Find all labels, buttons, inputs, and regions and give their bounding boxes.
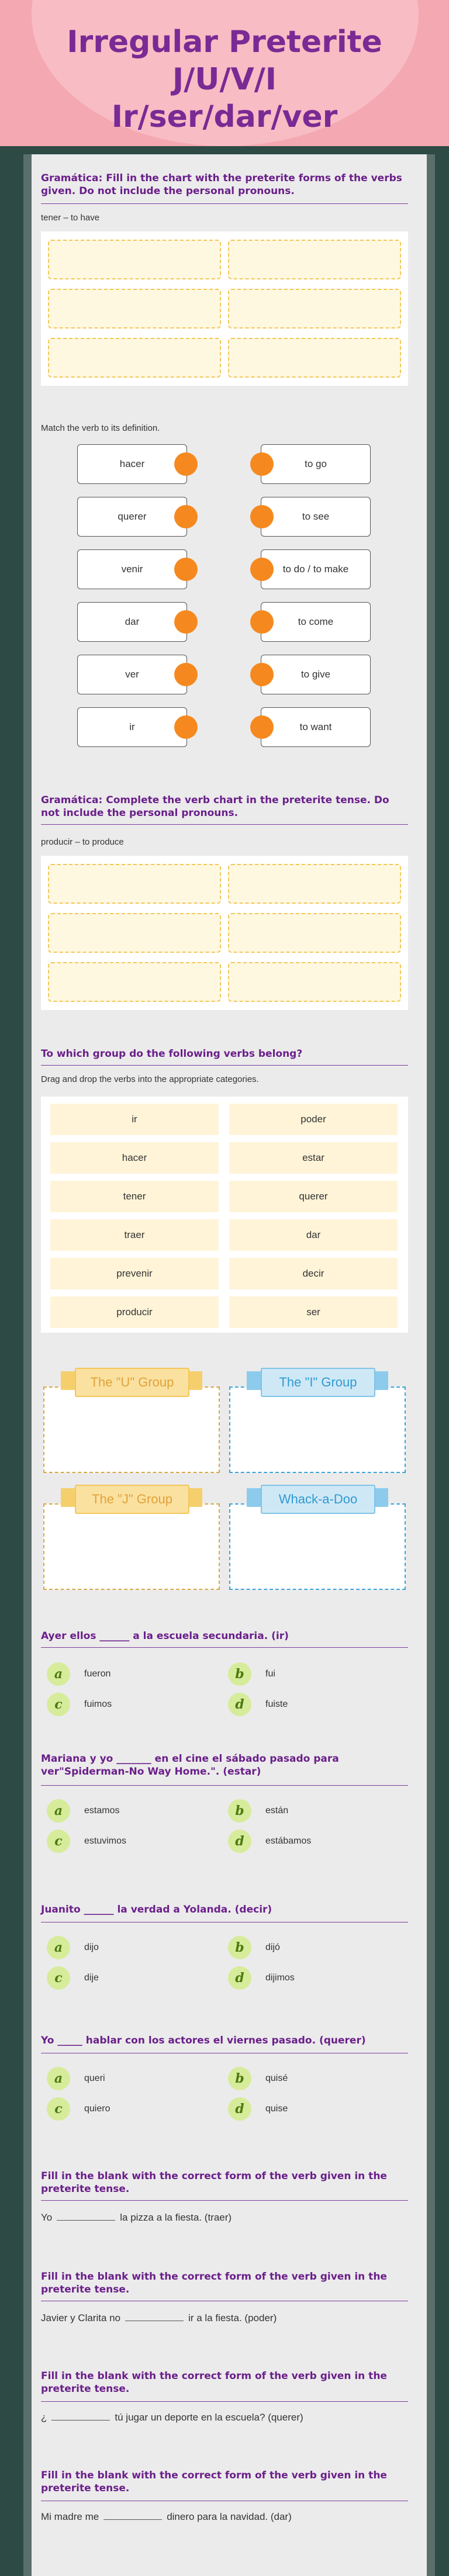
match-right-connector[interactable] xyxy=(250,452,274,476)
option-letter-b: b xyxy=(228,1799,251,1823)
q3-cell-yo[interactable] xyxy=(48,864,221,904)
verb-chip[interactable]: ser xyxy=(229,1296,398,1328)
verb-chip[interactable]: poder xyxy=(229,1104,398,1135)
option-letter-d: d xyxy=(228,1966,251,1990)
match-right-connector[interactable] xyxy=(250,663,274,686)
match-right-do-make[interactable]: to do / to make xyxy=(261,549,371,589)
verb-chip[interactable]: decir xyxy=(229,1258,398,1289)
mc3-divider xyxy=(41,1922,408,1923)
match-right-connector[interactable] xyxy=(250,715,274,739)
verb-chip[interactable]: prevenir xyxy=(50,1258,219,1289)
option-letter-a: a xyxy=(47,1662,70,1686)
q1-cell-vosotros[interactable] xyxy=(228,289,401,329)
mc2-divider xyxy=(41,1785,408,1786)
option-text: fui xyxy=(265,1669,275,1679)
mc4-option-a[interactable] xyxy=(47,2067,105,2090)
option-text: quise xyxy=(265,2104,288,2114)
option-letter-c: c xyxy=(47,1830,70,1853)
mc3-option-d[interactable] xyxy=(228,1966,295,1990)
option-text: quiero xyxy=(84,2104,110,2114)
mc1-option-c[interactable] xyxy=(47,1693,112,1716)
q3-cell-ellos[interactable] xyxy=(228,962,401,1002)
verb-bank xyxy=(41,1097,408,1333)
match-left-hacer[interactable]: hacer xyxy=(77,444,187,484)
q3-title: Gramática: Complete the verb chart in the preterite tense. Do not include the personal pronouns. xyxy=(41,794,389,819)
q1-cell-el[interactable] xyxy=(48,338,221,378)
option-letter-a: a xyxy=(47,1799,70,1823)
drop-zone-i[interactable] xyxy=(229,1386,406,1473)
title-line-1: Irregular Preterite xyxy=(67,25,382,60)
group-label-whack: Whack-a-Doo xyxy=(261,1485,375,1514)
verb-chip[interactable]: estar xyxy=(229,1142,398,1174)
fill-before: Javier y Clarita no xyxy=(41,2312,121,2323)
verb-chip[interactable]: tener xyxy=(50,1181,219,1212)
drop-zone-j[interactable] xyxy=(43,1503,220,1590)
option-letter-c: c xyxy=(47,1966,70,1990)
option-letter-b: b xyxy=(228,2067,251,2090)
mc3-option-a[interactable] xyxy=(47,1936,99,1959)
q1-cell-nosotros[interactable] xyxy=(228,240,401,279)
mc2-question: Mariana y yo _______ en el cine el sábado pasado para ver"Spiderman-No Way Home.". (estar) xyxy=(41,1753,339,1778)
option-letter-d: d xyxy=(228,1830,251,1853)
frame-right xyxy=(427,154,435,2576)
match-left-connector[interactable] xyxy=(174,558,198,581)
fill4-blank[interactable] xyxy=(103,2512,162,2520)
match-left-connector[interactable] xyxy=(174,663,198,686)
q3-chart xyxy=(41,856,408,1010)
fill-after: dinero para la navidad. (dar) xyxy=(167,2511,292,2522)
match-right-come[interactable]: to come xyxy=(261,602,371,642)
fill1-blank[interactable] xyxy=(57,2212,115,2221)
option-letter-a: a xyxy=(47,1936,70,1959)
drop-zone-u[interactable] xyxy=(43,1386,220,1473)
verb-chip[interactable]: traer xyxy=(50,1219,219,1251)
mc2-option-a[interactable] xyxy=(47,1799,119,1823)
match-right-give[interactable]: to give xyxy=(261,655,371,694)
fill4-title: Fill in the blank with the correct form of the verb given in the preterite tense. xyxy=(41,2470,387,2494)
verb-chip[interactable]: dar xyxy=(229,1219,398,1251)
match-left-connector[interactable] xyxy=(174,452,198,476)
mc4-option-d[interactable] xyxy=(228,2097,288,2121)
q4-title: To which group do the following verbs belong? xyxy=(41,1048,303,1060)
mc2-option-d[interactable] xyxy=(228,1830,311,1853)
option-text: quisé xyxy=(265,2073,288,2083)
option-text: queri xyxy=(84,2073,105,2083)
match-left-ir[interactable]: ir xyxy=(77,707,187,747)
fill2-blank[interactable] xyxy=(125,2313,184,2321)
q1-divider xyxy=(41,203,408,204)
fill2-title: Fill in the blank with the correct form of the verb given in the preterite tense. xyxy=(41,2271,387,2295)
mc1-option-b[interactable] xyxy=(228,1662,275,1686)
q1-cell-ellos[interactable] xyxy=(228,338,401,378)
q4-instruction: Drag and drop the verbs into the appropriate categories. xyxy=(41,1074,259,1084)
fill3-title: Fill in the blank with the correct form of the verb given in the preterite tense. xyxy=(41,2370,387,2395)
q1-cell-yo[interactable] xyxy=(48,240,221,279)
option-text: fueron xyxy=(84,1669,111,1679)
q1-cell-tu[interactable] xyxy=(48,289,221,329)
group-label-j: The "J" Group xyxy=(75,1485,189,1514)
mc4-option-b[interactable] xyxy=(228,2067,288,2090)
match-left-connector[interactable] xyxy=(174,610,198,634)
match-left-connector[interactable] xyxy=(174,505,198,528)
mc1-option-a[interactable] xyxy=(47,1662,110,1686)
match-right-want[interactable]: to want xyxy=(261,707,371,747)
match-right-connector[interactable] xyxy=(250,558,274,581)
mc3-option-b[interactable] xyxy=(228,1936,280,1959)
match-left-querer[interactable]: querer xyxy=(77,497,187,537)
fill-before: Mi madre me xyxy=(41,2511,99,2522)
option-letter-c: c xyxy=(47,1693,70,1716)
q3-cell-el[interactable] xyxy=(48,962,221,1002)
fill4-sentence xyxy=(41,2511,292,2523)
option-letter-b: b xyxy=(228,1662,251,1686)
match-right-connector[interactable] xyxy=(250,610,274,634)
mc2-option-b[interactable] xyxy=(228,1799,288,1823)
fill-after: ir a la fiesta. (poder) xyxy=(188,2312,277,2323)
option-text: están xyxy=(265,1806,289,1816)
mc4-option-c[interactable] xyxy=(47,2097,110,2121)
q3-cell-tu[interactable] xyxy=(48,913,221,953)
match-right-connector[interactable] xyxy=(250,505,274,528)
group-label-u: The "U" Group xyxy=(75,1368,189,1397)
fill3-blank[interactable] xyxy=(51,2412,110,2421)
q1-chart xyxy=(41,231,408,386)
mc4-question: Yo _____ hablar con los actores el viernes pasado. (querer) xyxy=(41,2035,366,2046)
option-text: estuvimos xyxy=(84,1836,127,1846)
title-line-3: Ir/ser/dar/ver xyxy=(111,99,338,134)
verb-chip[interactable]: ir xyxy=(50,1104,219,1135)
match-left-venir[interactable]: venir xyxy=(77,549,187,589)
frame-left xyxy=(23,154,32,2576)
option-text: dijó xyxy=(265,1942,280,1952)
verb-chip[interactable]: producir xyxy=(50,1296,219,1328)
q3-subtitle: producir – to produce xyxy=(41,837,124,847)
mc2-option-c[interactable] xyxy=(47,1830,126,1853)
option-text: estamos xyxy=(84,1806,120,1816)
q3-cell-nosotros[interactable] xyxy=(228,864,401,904)
mc1-option-d[interactable] xyxy=(228,1693,288,1716)
match-left-dar[interactable]: dar xyxy=(77,602,187,642)
fill3-divider xyxy=(41,2401,408,2402)
option-text: dije xyxy=(84,1973,99,1983)
option-text: dijo xyxy=(84,1942,99,1952)
mc3-option-c[interactable] xyxy=(47,1966,99,1990)
verb-chip[interactable]: querer xyxy=(229,1181,398,1212)
title-line-2: J/U/V/I xyxy=(172,62,277,97)
q1-subtitle: tener – to have xyxy=(41,213,100,223)
option-text: fuiste xyxy=(265,1699,288,1709)
match-left-connector[interactable] xyxy=(174,715,198,739)
option-letter-d: d xyxy=(228,2097,251,2121)
match-left-ver[interactable]: ver xyxy=(77,655,187,694)
option-letter-c: c xyxy=(47,2097,70,2121)
option-text: dijimos xyxy=(265,1973,295,1983)
fill1-sentence xyxy=(41,2212,232,2224)
group-label-i: The "I" Group xyxy=(261,1368,375,1397)
fill-after: tú jugar un deporte en la escuela? (querer) xyxy=(115,2412,303,2423)
mc1-question: Ayer ellos ______ a la escuela secundaria. (ir) xyxy=(41,1630,289,1642)
match-right-go[interactable]: to go xyxy=(261,444,371,484)
q4-divider xyxy=(41,1065,408,1066)
q3-divider xyxy=(41,824,408,825)
option-text: estábamos xyxy=(265,1836,312,1846)
option-letter-a: a xyxy=(47,2067,70,2090)
option-text: fuimos xyxy=(84,1699,112,1709)
fill-before: ¿ xyxy=(41,2412,47,2423)
option-letter-b: b xyxy=(228,1936,251,1959)
fill1-title: Fill in the blank with the correct form of the verb given in the preterite tense. xyxy=(41,2170,387,2195)
q1-title: Gramática: Fill in the chart with the preterite forms of the verbs given. Do not include the personal pronouns. xyxy=(41,172,402,197)
match-right-see[interactable]: to see xyxy=(261,497,371,537)
q3-cell-vosotros[interactable] xyxy=(228,913,401,953)
page-title xyxy=(0,23,449,136)
verb-chip[interactable]: hacer xyxy=(50,1142,219,1174)
fill-after: la pizza a la fiesta. (traer) xyxy=(120,2212,232,2223)
fill2-sentence xyxy=(41,2312,277,2324)
mc3-question: Juanito ______ la verdad a Yolanda. (decir) xyxy=(41,1904,272,1915)
drop-zone-whack[interactable] xyxy=(229,1503,406,1590)
fill1-divider xyxy=(41,2200,408,2201)
mc1-divider xyxy=(41,1647,408,1648)
fill3-sentence xyxy=(41,2412,303,2423)
fill-before: Yo xyxy=(41,2212,53,2223)
option-letter-d: d xyxy=(228,1693,251,1716)
q2-instruction: Match the verb to its definition. xyxy=(41,423,160,433)
